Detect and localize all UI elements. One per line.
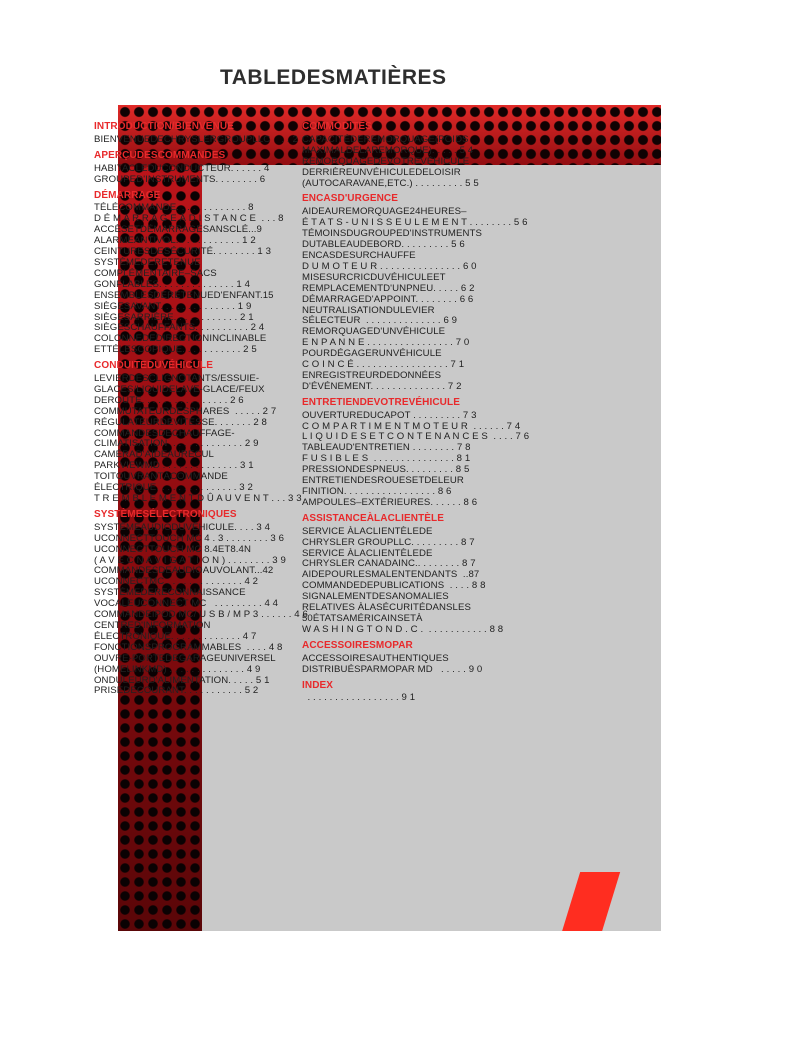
section-title: ENCASD'URGENCE xyxy=(302,193,399,205)
section-title: DÉMARRAGE xyxy=(94,189,161,201)
toc-entry: REMORQUAGED'UNVÉHICULE xyxy=(302,326,446,338)
toc-section xyxy=(94,191,294,357)
toc-entry: ENREGISTREURDEDONNÉES xyxy=(302,369,442,381)
toc-entry: PRISEDECOURANT. . . . . . . . . . . 5 2 xyxy=(94,685,259,697)
section-title: ACCESSOIRESMOPAR xyxy=(302,639,413,651)
toc-entry: CLIMATISATION . . . . . . . . . . . . . 2 9 xyxy=(94,438,259,450)
toc-left-column xyxy=(94,121,308,702)
toc-entry: CAMÉRAD'AIDEAURECUL xyxy=(94,449,214,461)
toc-right-column xyxy=(302,122,534,709)
toc-entry: SIÈGESCHAUFFANTS. . . . . . . . . . 2 4 xyxy=(94,322,265,334)
toc-entry: ALARMEANTIVOL. . . . . . . . . . . . 1 2 xyxy=(94,235,256,247)
toc-entry: LEVIERDESCLIGNOTANTS/ESSUIE- xyxy=(94,373,260,385)
toc-entry: PRESSIONDESPNEUS. . . . . . . . . 8 5 xyxy=(302,464,470,476)
toc-section xyxy=(94,508,308,697)
toc-entry: COMMANDESDEAUDIOAUVOLANT...42 xyxy=(94,565,274,577)
toc-entry: COMPLÉMENTAIRE–SACS xyxy=(94,267,217,279)
toc-entry: ENCASDESURCHAUFFE xyxy=(302,249,416,261)
toc-section xyxy=(302,681,534,705)
toc-entry: TÉMOINSDUGROUPED'INSTRUMENTS xyxy=(302,228,482,240)
toc-entry: COMMANDEIPOD MC/ U S B / M P 3 . . . . . . 4 6 xyxy=(94,609,308,621)
toc-entry: UCONNECTTOUCH MC 8.4ET8.4N xyxy=(94,543,252,555)
section-title: SYSTÈMESÉLECTRONIQUES xyxy=(94,508,237,520)
toc-entry: C O I N C É . . . . . . . . . . . . . . . . . 7 1 xyxy=(302,359,465,371)
toc-entry: VOCALEUCONNECT MC . . . . . . . . . 4 4 xyxy=(94,598,279,610)
toc-entry: (HOMELINKMD) . . . . . . . . . . . . . . 4 9 xyxy=(94,663,261,675)
section-title: APERÇUDESCOMMANDES xyxy=(94,149,226,161)
toc-section xyxy=(302,122,534,189)
toc-entry: ÉLECTRONIQUE. . . . . . . . . . . . . 4 7 xyxy=(94,630,257,642)
toc-entry: DERRIÈREUNVÉHICULEDELOISIR xyxy=(302,166,461,178)
section-title: ASSISTANCEÀLACLIENTÈLE xyxy=(302,512,445,524)
toc-entry: SIÈGESAVANT. . . . . . . . . . . . . . 1 9 xyxy=(94,300,252,312)
toc-entry: É T A T S - U N I S S E U L E M E N T . . . . . . . . 5 6 xyxy=(302,217,528,229)
toc-entry: CENTRED'INFORMATION xyxy=(94,619,211,631)
toc-entry: COMMUTATEURDESPHARES . . . . . 2 7 xyxy=(94,405,277,417)
toc-entry: CAPACITÉDEREMORQUAGE(POIDS xyxy=(302,133,469,145)
toc-section xyxy=(302,514,534,636)
toc-entry: FINITION. . . . . . . . . . . . . . . . . 8 6 xyxy=(302,486,452,497)
toc-entry: ENTRETIENDESROUESETDELEUR xyxy=(302,475,464,487)
toc-entry: CEINTURESDESÉCURITÉ. . . . . . . . 1 3 xyxy=(94,246,272,258)
toc-entry: . . . . . . . . . . . . . . . . . 9 1 xyxy=(302,692,416,704)
toc-entry: AIDEAUREMORQUAGE24HEURES– xyxy=(302,206,467,218)
page-title: TABLEDESMATIÈRES xyxy=(220,66,447,89)
toc-entry: COLONNEDEDIRECTIONINCLINABLE xyxy=(94,333,267,345)
toc-entry: L I Q U I D E S E T C O N T E N A N C E S . . . . 7 6 xyxy=(302,431,530,443)
toc-entry: MISESURCRICDUVÉHICULEET xyxy=(302,271,446,283)
toc-entry: SERVICE ÀLACLIENTÈLEDE xyxy=(302,547,433,559)
toc-entry: REMORQUAGEDEVOTREVÉHICULE xyxy=(302,155,470,167)
toc-section xyxy=(94,360,302,505)
toc-entry: OUVERTUREDUCAPOT . . . . . . . . . 7 3 xyxy=(302,409,477,421)
section-title: CONDUITEDUVÉHICULE xyxy=(94,360,214,372)
toc-entry: F U S I B L E S . . . . . . . . . . . . . . . 8 1 xyxy=(302,453,471,465)
toc-entry: CHRYSLER GROUPLLC. . . . . . . . . 8 7 xyxy=(302,536,475,548)
toc-entry: T R E M B L E M E N T D Û A U V E N T . . . 3 3 xyxy=(94,493,302,504)
toc-entry: SIÈGESARRIÈRE. . . . . . . . . . . . 2 1 xyxy=(94,311,254,323)
toc-entry: 50ÉTATSAMÉRICAINSETÀ xyxy=(302,612,423,624)
toc-entry: SYSTÈMEDERETENUE xyxy=(94,256,201,268)
toc-entry: HABITACLEDUCONDUCTEUR. . . . . . 4 xyxy=(94,162,270,174)
toc-section xyxy=(94,151,294,186)
toc-entry: W A S H I N G T O N D . C . . . . . . . . . . . . 8 8 xyxy=(302,623,504,635)
toc-entry: ACCÈSETDÉMARRAGESANSCLÉ...9 xyxy=(94,224,262,236)
toc-entry: SYSTÈMEDERECONNAISSANCE xyxy=(94,587,246,599)
toc-entry: GROUPED'INSTRUMENTS. . . . . . . . 6 xyxy=(94,173,266,185)
toc-entry: ETTÉLESCOPIQUE. . . . . . . . . . . 2 5 xyxy=(94,344,257,356)
toc-entry: ( A V E C N A V I G A T I O N ) . . . . . . . . 3 9 xyxy=(94,554,286,566)
toc-entry: POURDÉGAGERUNVÉHICULE xyxy=(302,348,442,360)
toc-entry: GLACES/LIQUIDELAVE-GLACE/FEUX xyxy=(94,383,265,395)
toc-entry: SIGNALEMENTDESANOMALIES xyxy=(302,591,449,603)
toc-section xyxy=(302,194,534,392)
toc-entry: DÉMARRAGED'APPOINT. . . . . . . . 6 6 xyxy=(302,293,474,305)
toc-entry: SYSTÈMEAUDIODUVÉHICULE. . . . 3 4 xyxy=(94,521,271,533)
toc-entry: ENSEMBLESDERETENUED'ENFANT.15 xyxy=(94,289,274,301)
toc-section xyxy=(302,398,534,509)
section-title: INTRODUCTION/BIENVENUE xyxy=(94,121,234,132)
toc-entry: AIDEPOURLESMALENTENDANTS ..87 xyxy=(302,569,480,581)
toc-entry: DISTRIBUÉSPARMOPAR MD . . . . . 9 0 xyxy=(302,663,483,675)
section-title: INDEX xyxy=(302,679,334,691)
toc-entry: C O M P A R T I M E N T M O T E U R . . . . . . 7 4 xyxy=(302,420,521,432)
toc-entry: BIENVENUEDECHRYSLERGROUPLLC . . 2 xyxy=(94,133,298,145)
toc-entry: ONDULEURD'ALIMENTATION. . . . . 5 1 xyxy=(94,674,270,686)
toc-entry: DEROUTE. . . . . . . . . . . . . . . . 2 6 xyxy=(94,394,244,406)
toc-entry: ÉLECTRIQUE. . . . . . . . . . . . . . . 3 2 xyxy=(94,482,253,494)
toc-entry: REMPLACEMENTD'UNPNEU. . . . . 6 2 xyxy=(302,282,475,294)
toc-entry: UCONNECTMC . . . . . . . . . . . . . . 4 2 xyxy=(94,576,259,588)
toc-entry: PARKVIEWMD . . . . . . . . . . . . . . 3 1 xyxy=(94,460,254,472)
toc-entry: D U M O T E U R . . . . . . . . . . . . . . . 6 0 xyxy=(302,260,477,272)
toc-entry: D'ÉVÉNEMENT. . . . . . . . . . . . . . 7 2 xyxy=(302,380,462,392)
toc-entry: SERVICE ÀLACLIENTÈLEDE xyxy=(302,525,433,537)
toc-entry: FONCTIONSPROGRAMMABLES . . . . 4 8 xyxy=(94,641,283,653)
toc-entry: RÉGULATEURDEVITESSE. . . . . . . 2 8 xyxy=(94,416,267,428)
toc-entry: AMPOULES–EXTÉRIEURES. . . . . . 8 6 xyxy=(302,496,478,508)
toc-entry: E N P A N N E . . . . . . . . . . . . . . . . 7 0 xyxy=(302,337,470,349)
toc-entry: TABLEAUD'ENTRETIEN . . . . . . . . 7 8 xyxy=(302,442,471,454)
toc-section xyxy=(94,121,298,146)
toc-entry: OUVRE-PORTEDEGARAGEUNIVERSEL xyxy=(94,652,276,664)
toc-entry: COMMANDEDEPUBLICATIONS . . . . 8 8 xyxy=(302,580,486,592)
section-title: COMMODITÉS xyxy=(302,121,372,132)
toc-entry: RELATIVES ÀLASÉCURITÉDANSLES xyxy=(302,602,471,614)
toc-entry: TÉLÉCOMMANDE. . . . . . . . . . . . . 8 xyxy=(94,202,254,214)
toc-entry: NEUTRALISATIONDULEVIER xyxy=(302,304,435,316)
toc-entry: (AUTOCARAVANE,ETC.) . . . . . . . . . 5 5 xyxy=(302,177,479,189)
toc-entry: GONFLABLES. . . . . . . . . . . . . . 1 4 xyxy=(94,278,251,290)
toc-entry: CHRYSLER CANADAINC.. . . . . . . . 8 7 xyxy=(302,558,476,570)
toc-entry: D É M A R R A G E À D I S T A N C E . . . 8 xyxy=(94,213,284,225)
toc-entry: MAXIMALDELAREMORQUE). . . . . 5 4 xyxy=(302,144,474,156)
toc-entry: ACCESSOIRESAUTHENTIQUES xyxy=(302,652,449,664)
toc-section xyxy=(302,641,534,676)
section-title: ENTRETIENDEVOTREVÉHICULE xyxy=(302,396,460,408)
toc-entry: UCONNECTTOUCH MC 4 . 3 . . . . . . . . 3 6 xyxy=(94,532,285,544)
toc-entry: DUTABLEAUDEBORD. . . . . . . . . 5 6 xyxy=(302,239,465,251)
toc-entry: SÉLECTEUR . . . . . . . . . . . . . . 6 9 xyxy=(302,315,458,327)
toc-entry: COMMANDESDECHAUFFAGE- xyxy=(94,427,235,439)
toc-entry: TOITOUVRANTÀCOMMANDE xyxy=(94,471,228,483)
